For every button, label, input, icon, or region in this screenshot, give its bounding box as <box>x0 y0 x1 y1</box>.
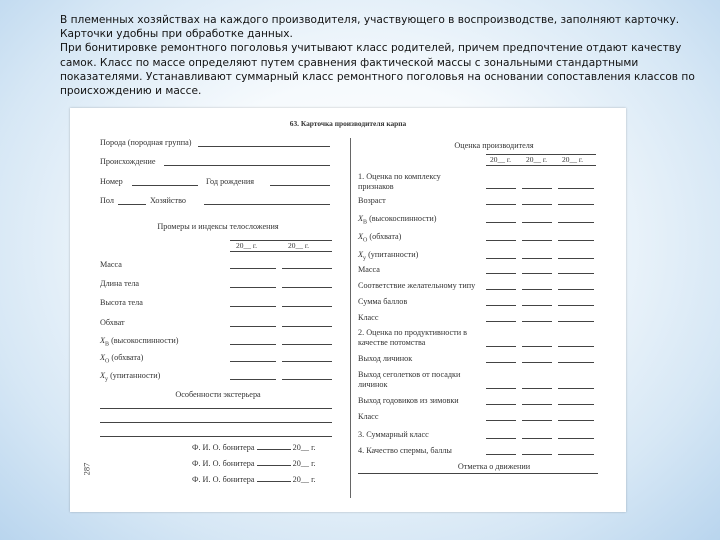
measure-xy: $Х_у$ (упитанности) <box>100 371 161 383</box>
field-number: Номер <box>100 177 123 186</box>
measure-height: Высота тела <box>100 298 143 307</box>
item-yearlings: Выход годовиков из зимовки <box>358 396 459 405</box>
measurements-header: Промеры и индексы телосложения <box>157 222 279 231</box>
item-larvae: Выход личинок <box>358 354 413 363</box>
item-xo: $Х_О$ (обхвата) <box>358 232 402 244</box>
item-age: Возраст <box>358 196 386 205</box>
item-fingerlings: Выход сеголетков от посадки личинок <box>358 370 461 389</box>
signature-1: Ф. И. О. бонитера 20__ г. <box>192 443 316 452</box>
item-xy: $Х_у$ (упитанности) <box>358 250 419 262</box>
field-sex: Пол <box>100 196 114 205</box>
field-breed: Порода (породная группа) <box>100 138 192 147</box>
measure-girth: Обхват <box>100 318 125 327</box>
item-complex-eval: 1. Оценка по комплексу признаков <box>358 172 441 191</box>
card-scan <box>70 108 626 512</box>
field-birth-year: Год рождения <box>206 177 255 186</box>
column-divider <box>350 138 351 498</box>
exterior-header: Особенности экстерьера <box>175 390 261 399</box>
paragraph-2: При бонитировке ремонтного поголовья учитывают класс родителей, причем предпочтение отдают качеству самок. Класс по массе определяют путем сравнения фактической массы с зональными стандартными показателями. Устанавливают суммарный класс ремонтного поголовья на основании сопоставления классов по происхождению и массе. <box>60 42 695 98</box>
item-mass: Масса <box>358 265 380 274</box>
signature-2: Ф. И. О. бонитера 20__ г. <box>192 459 316 468</box>
paragraph-1: В племенных хозяйствах на каждого производителя, участвующего в воспроизводстве, заполняют карточку. Карточки удобны при обработке данных. <box>60 14 680 41</box>
evaluation-header: Оценка производителя <box>454 141 534 150</box>
item-score-sum: Сумма баллов <box>358 297 408 306</box>
measure-length: Длина тела <box>100 279 140 288</box>
item-xb: $Х_В$ (высокоспинности) <box>358 214 437 226</box>
right-date-row: 20__ г. 20__ г. 20__ г. <box>486 154 596 166</box>
measure-mass: Масса <box>100 260 122 269</box>
page-number: 287 <box>81 462 92 476</box>
left-date-row: 20__ г. 20__ г. <box>230 240 332 252</box>
item-sperm-quality: 4. Качество спермы, баллы <box>358 446 452 455</box>
item-type-match: Соответствие желательному типу <box>358 281 476 290</box>
item-class-1: Класс <box>358 313 379 322</box>
field-origin: Происхождение <box>100 157 156 166</box>
signature-3: Ф. И. О. бонитера 20__ г. <box>192 475 316 484</box>
item-progeny-eval: 2. Оценка по продуктивности в качестве потомства <box>358 328 468 347</box>
field-farm: Хозяйство <box>150 196 186 205</box>
item-class-2: Класс <box>358 412 379 421</box>
slide-text <box>60 13 700 98</box>
item-total-class: 3. Суммарный класс <box>358 430 429 439</box>
card-title: 63. Карточка производителя карпа <box>289 119 407 128</box>
movement-note: Отметка о движении <box>457 462 531 471</box>
measure-xo: $Х_О$ (обхвата) <box>100 353 144 365</box>
measure-xb: $Х_В$ (высокоспинности) <box>100 336 179 348</box>
